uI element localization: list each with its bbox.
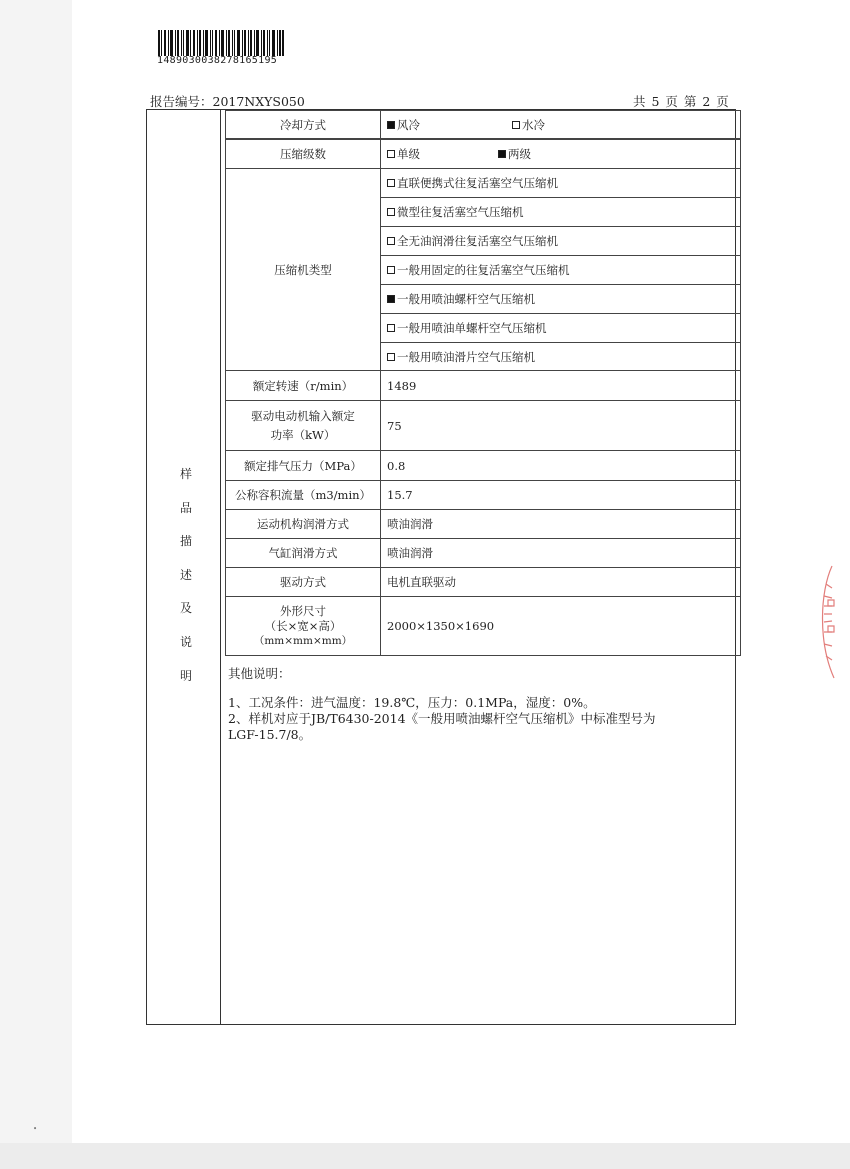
section-label-char: 述 <box>179 567 192 582</box>
flow-label: 公称容积流量（m3/min） <box>225 480 381 510</box>
motor-power-label <box>225 400 381 451</box>
notes-line: 2、样机对应于JB/T6430-2014《一般用喷油螺杆空气压缩机》中标准型号为 <box>228 711 656 726</box>
scan-page-edge <box>0 0 72 1145</box>
seal-stamp-fragment <box>812 562 838 682</box>
notes-line: 1、工况条件：进气温度：19.8℃，压力：0.1MPa，湿度：0%。 <box>228 695 596 710</box>
option-label: 一般用喷油螺杆空气压缩机 <box>397 292 535 306</box>
flow-value: 15.7 <box>380 480 741 510</box>
page-info: 共 5 页 第 2 页 <box>633 94 730 109</box>
compressor-type-option[interactable] <box>380 342 741 371</box>
option-label: 两级 <box>508 147 531 161</box>
stages-options <box>380 139 741 169</box>
notes-heading: 其他说明： <box>228 666 291 681</box>
checkbox-icon <box>387 150 395 158</box>
scan-bottom-edge <box>0 1143 850 1169</box>
motor-power-label-line: 功率（kW） <box>270 427 336 442</box>
cooling-label: 冷却方式 <box>225 110 381 139</box>
scan-speck: • <box>33 1125 38 1133</box>
checkbox-icon <box>387 121 395 129</box>
option-label: 水冷 <box>522 117 545 132</box>
rated-speed-label: 额定转速（r/min） <box>225 370 381 401</box>
dimensions-label <box>225 596 381 656</box>
option-label: 直联便携式往复活塞空气压缩机 <box>397 176 558 190</box>
section-label <box>178 458 194 693</box>
cooling-option-air[interactable] <box>387 117 420 133</box>
option-label: 微型往复活塞空气压缩机 <box>397 205 524 219</box>
section-label-char: 及 <box>179 601 192 616</box>
motor-power-value: 75 <box>380 400 741 451</box>
dimensions-label-line: （mm×mm×mm） <box>253 634 353 647</box>
mechanism-lubrication-value: 喷油润滑 <box>380 509 741 539</box>
compressor-type-option[interactable] <box>380 313 741 343</box>
section-label-char: 品 <box>179 500 192 515</box>
checkbox-icon <box>387 295 395 303</box>
barcode-number: 1489030038278165195 <box>157 55 278 66</box>
dimensions-label-line: （长×宽×高） <box>264 618 342 633</box>
drive-value: 电机直联驱动 <box>380 567 741 597</box>
report-number: 报告编号：2017NXYS050 <box>150 94 305 109</box>
compressor-type-option[interactable] <box>380 226 741 256</box>
option-label: 一般用喷油单螺杆空气压缩机 <box>397 321 547 335</box>
checkbox-icon <box>387 324 395 332</box>
section-label-char: 样 <box>179 467 192 481</box>
cooling-option-water[interactable] <box>512 117 545 133</box>
compressor-type-option[interactable] <box>380 197 741 227</box>
option-label: 一般用固定的往复活塞空气压缩机 <box>397 263 570 277</box>
notes-line: LGF-15.7/8。 <box>228 727 312 742</box>
stages-option-two[interactable] <box>498 146 531 162</box>
option-label: 单级 <box>397 147 420 161</box>
option-label: 风冷 <box>397 117 420 132</box>
checkbox-icon <box>387 179 395 187</box>
checkbox-icon <box>387 353 395 361</box>
section-label-char: 说 <box>179 634 192 649</box>
section-label-char: 明 <box>179 668 192 683</box>
discharge-pressure-value: 0.8 <box>380 450 741 481</box>
compressor-type-option[interactable] <box>380 255 741 285</box>
checkbox-icon <box>512 121 520 129</box>
discharge-pressure-label: 额定排气压力（MPa） <box>225 450 381 481</box>
checkbox-icon <box>387 266 395 274</box>
other-notes <box>228 666 728 743</box>
option-label: 一般用喷油滑片空气压缩机 <box>397 349 535 364</box>
compressor-type-option[interactable] <box>380 168 741 198</box>
motor-power-label-line: 驱动电动机输入额定 <box>251 408 355 423</box>
drive-label: 驱动方式 <box>225 567 381 597</box>
cooling-options <box>380 110 741 139</box>
stages-label: 压缩级数 <box>225 139 381 169</box>
compressor-type-option[interactable] <box>380 284 741 314</box>
mechanism-lubrication-label: 运动机构润滑方式 <box>225 509 381 539</box>
section-label-char: 描 <box>179 534 192 549</box>
dimensions-value: 2000×1350×1690 <box>380 596 741 656</box>
barcode <box>158 30 284 56</box>
cylinder-lubrication-label: 气缸润滑方式 <box>225 538 381 568</box>
checkbox-icon <box>387 237 395 245</box>
cylinder-lubrication-value: 喷油润滑 <box>380 538 741 568</box>
checkbox-icon <box>387 208 395 216</box>
dimensions-label-line: 外形尺寸 <box>280 603 326 618</box>
compressor-type-label: 压缩机类型 <box>225 168 381 371</box>
stages-option-single[interactable] <box>387 146 420 162</box>
checkbox-icon <box>498 150 506 158</box>
rated-speed-value: 1489 <box>380 370 741 401</box>
option-label: 全无油润滑往复活塞空气压缩机 <box>397 234 558 248</box>
